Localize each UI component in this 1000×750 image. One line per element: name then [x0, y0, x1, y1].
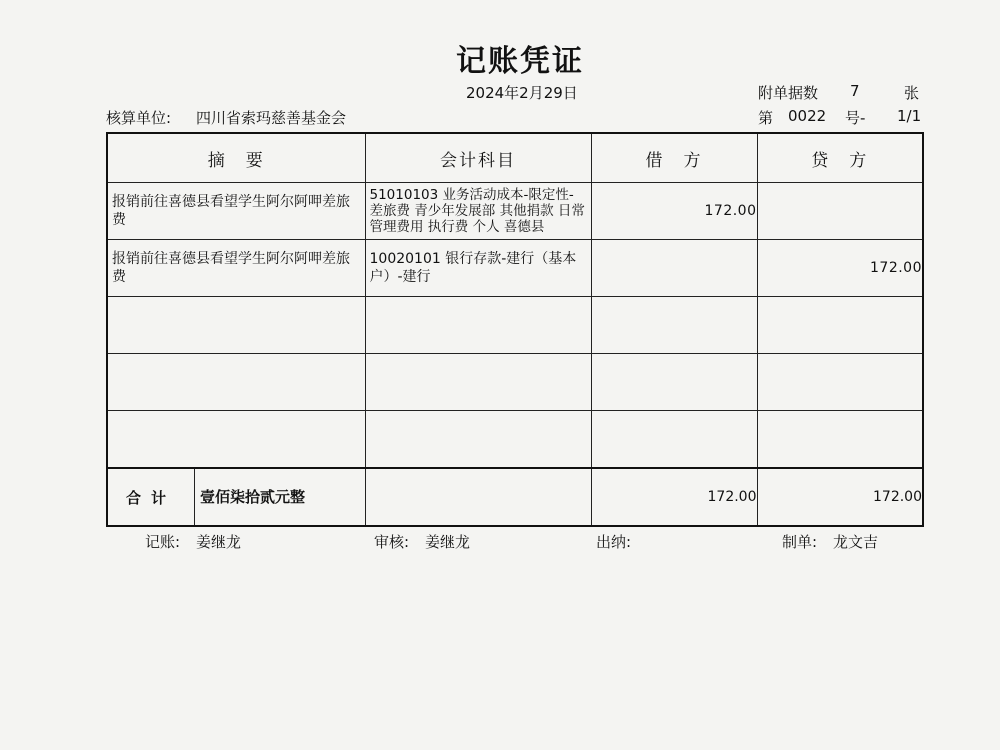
debit-cell: [591, 240, 757, 297]
column-header-account: 会计科目: [365, 133, 591, 183]
bookkeeper-label: 记账:: [145, 533, 181, 551]
account-cell: [365, 240, 591, 297]
total-amount-words: 壹佰柒拾贰元整: [200, 488, 306, 506]
column-header-debit: 借 方: [591, 133, 757, 183]
summary-cell: [107, 183, 365, 240]
table-row-empty: [107, 297, 923, 354]
attachments-label: 附单据数: [758, 84, 819, 102]
voucher-number: 0022: [788, 107, 827, 125]
summary-cell: [107, 240, 365, 297]
voucher-no-suffix: 号-: [845, 109, 866, 127]
table-row-empty: [107, 411, 923, 469]
column-header-credit: 贷 方: [757, 133, 923, 183]
debit-cell: 172.00: [591, 183, 757, 240]
attachments-unit: 张: [904, 84, 920, 102]
cashier-label: 出纳:: [596, 533, 632, 551]
summary-text: 报销前往喜德县看望学生阿尔阿呷差旅费: [112, 194, 350, 228]
bookkeeper-name: 姜继龙: [196, 533, 242, 551]
unit-name: 四川省索玛慈善基金会: [196, 109, 347, 127]
voucher-table: [106, 132, 924, 527]
preparer-name: 龙文吉: [833, 533, 879, 551]
credit-cell: [757, 183, 923, 240]
total-debit: 172.00: [591, 468, 757, 526]
voucher-date: 2024年2月29日: [466, 84, 578, 102]
total-label: 合计: [108, 469, 195, 525]
summary-text: 报销前往喜德县看望学生阿尔阿呷差旅费: [112, 251, 350, 285]
account-text: 51010103 业务活动成本-限定性-差旅费 青少年发展部 其他捐款 日常管理费用 执行费 个人 喜德县: [369, 187, 585, 235]
table-row: [107, 240, 923, 297]
table-header-row: [107, 133, 923, 183]
table-row: [107, 183, 923, 240]
preparer-label: 制单:: [782, 533, 818, 551]
voucher-page: 1/1: [897, 107, 922, 125]
reviewer-name: 姜继龙: [425, 533, 471, 551]
attachments-count: 7: [850, 82, 860, 100]
account-cell: [365, 183, 591, 240]
reviewer-label: 审核:: [374, 533, 410, 551]
voucher-title: 记账凭证: [456, 44, 584, 79]
table-row-empty: [107, 354, 923, 411]
credit-cell: 172.00: [757, 240, 923, 297]
voucher-no-prefix: 第: [758, 109, 774, 127]
account-text: 10020101 银行存款-建行（基本户）-建行: [369, 251, 577, 285]
unit-label: 核算单位:: [106, 109, 172, 127]
total-credit: 172.00: [757, 468, 923, 526]
column-header-summary: 摘 要: [107, 133, 365, 183]
